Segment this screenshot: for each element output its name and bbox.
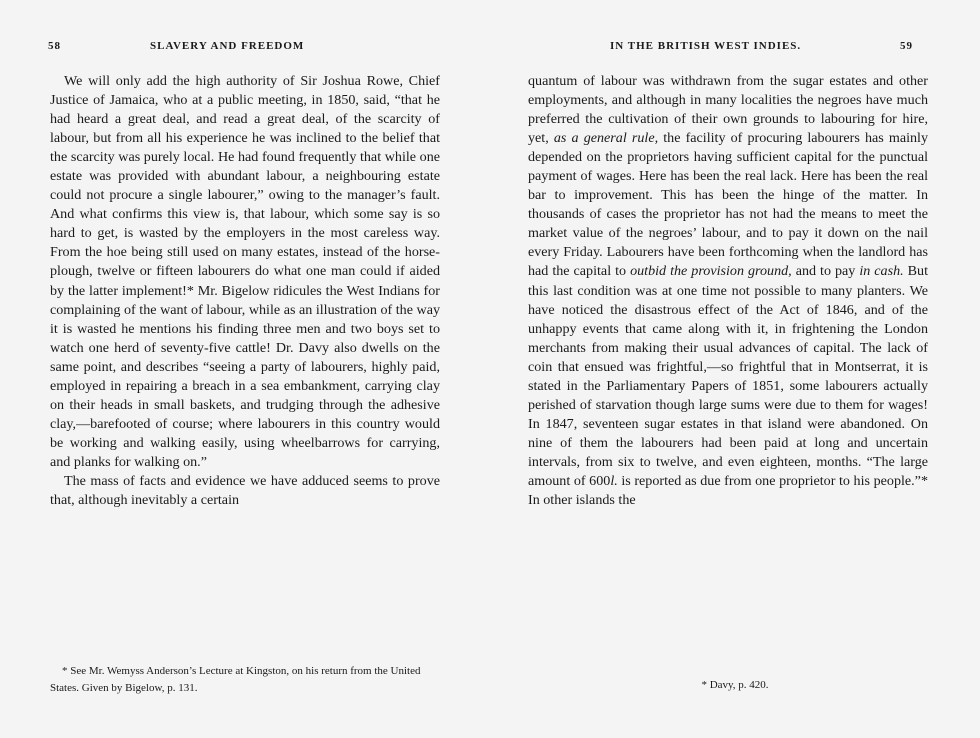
text-run: is reported as due from one proprietor to his people.”* In other islands the xyxy=(528,472,928,509)
paragraph xyxy=(50,72,440,472)
body-text xyxy=(528,72,928,510)
running-head: IN THE BRITISH WEST INDIES. xyxy=(610,40,802,52)
right-page xyxy=(490,0,980,738)
footnote xyxy=(50,663,440,697)
paragraph: The mass of facts and evidence we have adduced seems to prove that, although inevitably a certain xyxy=(50,472,440,509)
italic-text: in cash. xyxy=(859,263,904,280)
paragraph xyxy=(528,72,928,510)
footnote-text: * See Mr. Wemyss Anderson’s Lecture at Kingston, on his return from the United States. Given by Bigelow, p. 131. xyxy=(50,665,421,694)
italic-text: outbid the provision ground, xyxy=(630,263,792,280)
text-run: But this last condition was at one time not possible to many planters. We have noticed the disastrous effect of the Act of 1846, and of the unhappy events that came along with it, in frightening the London merchants from making their usual advances of capital. The lack of coin that ensued was frightful,—so frightful that in Montserrat, it is stated in the Parliamentary Papers of 1851, some labourers actually perished of starvation though large sums were due to them for wages! In 1847, seventeen sugar estates in that island were abandoned. On nine of them the labourers had been paid at long and uncertain intervals, from six to twelve, and even eighteen, months. “The large amount of 600 xyxy=(528,263,929,489)
italic-text: l. xyxy=(610,472,618,489)
text-run: quantum of labour was withdrawn from the sugar estates and other employments, and although in many localities the negroes have much preferred the cultivation of their own grounds to labouring for hire, yet, xyxy=(528,73,928,147)
footnote xyxy=(490,677,980,694)
text-run: and to pay xyxy=(791,263,860,280)
italic-text: as a general rule, xyxy=(553,130,659,147)
page-number: 58 xyxy=(48,40,61,52)
body-text xyxy=(50,72,440,510)
page-number: 59 xyxy=(900,40,913,52)
running-head: SLAVERY AND FREEDOM xyxy=(150,40,305,52)
text-run: the facility of procuring labourers has mainly depended on the proprietors having sufficient capital for the punctual payment of wages. Here has been the real lack. Here has been the real bar to improvement. This has been the hinge of the matter. In thousands of cases the proprietor has not had the means to meet the market value of the negroes’ labour, and to pay it down on the nail every Friday. Labourers have been forthcoming when the landlord has had the capital to xyxy=(528,130,929,280)
footnote-text: * Davy, p. 420. xyxy=(701,679,769,691)
paragraph-text: Mr. Bigelow ridicules the West Indians for complaining of the want of labour, while as an illustration of the way it is wasted he mentions his finding three men and two boys set to watch one herd of seventy-five cattle! Dr. Davy also dwells on the same point, and describes “seeing a party of labourers, highly paid, employed in repairing a breach in a sea embankment, carrying clay on their heads in small baskets, and trudging through the adhesive clay,—barefooted of course; where labourers in this country would be working and walking easily, using wheelbarrows for carrying, and planks for walking on.” xyxy=(50,282,440,470)
paragraph-text: We will only add the high authority of Sir Joshua Rowe, Chief Justice of Jamaica, who at a public meeting, in 1850, said, “that he had heard a great deal, and read a great deal, of the scarcity of labour, but from all his experience he was inclined to the belief that the scarcity was purely local. He had found frequently that while one estate was provided with abundant labour, a neighbouring estate could not procure a single labourer,” owing to the manager’s fault. And what confirms this view is, that labour, which some say is so hard to get, is wasted by the employers in the most careless way. From the hoe being still used on many estates, instead of the horse-plough, twelve or fifteen labourers do what one man could if aided by the latter implement!* xyxy=(50,73,440,299)
